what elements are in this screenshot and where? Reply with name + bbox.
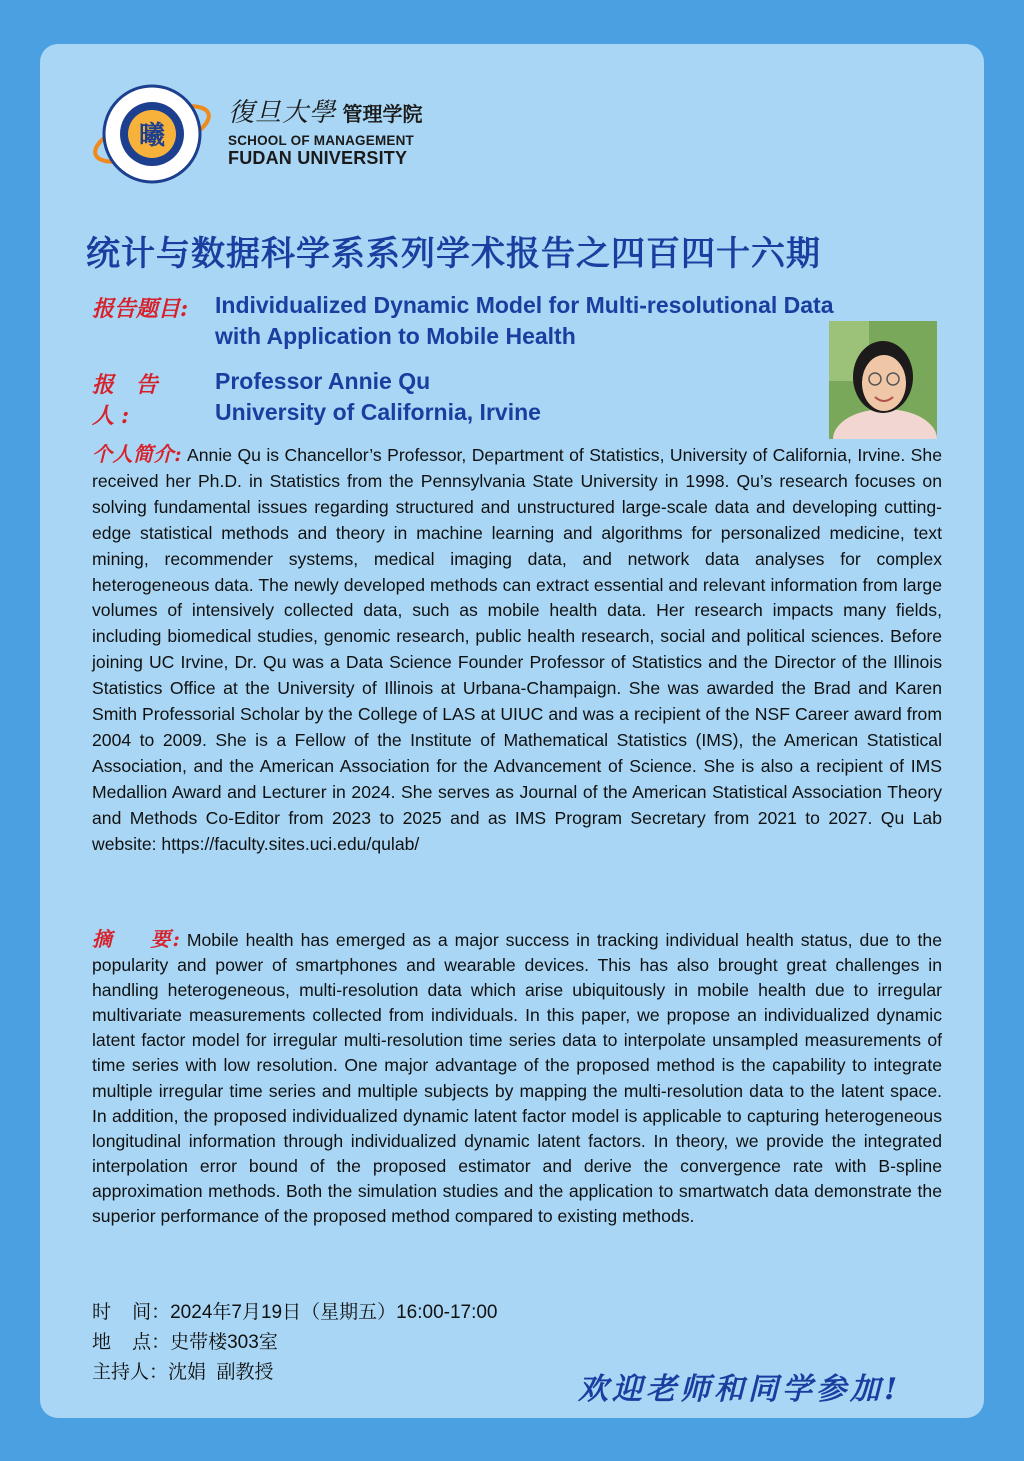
bio-label: 个人简介: <box>92 442 182 466</box>
series-headline: 统计与数据科学系系列学术报告之四百四十六期 <box>86 234 821 274</box>
abstract-text: Mobile health has emerged as a major success in tracking individual health status, due to the popularity and power of smartphones and wearable devices. This has also brought great challenges in handling heterogeneous, multi-resolution data which arise ubiquitously in mobile health due to irregular multivariate measurements collected from individuals. In this paper, we propose an individualized dynamic latent factor model for irregular multi-resolution time series data to interpolate unsampled measurements of time series with low resolution. One major advantage of the proposed method is the capability to integrate multiple irregular time series and multiple subjects by mapping the multi-resolution data to the latent space. In addition, the proposed individualized dynamic latent factor model is applicable to capturing heterogeneous longitudinal information through individualized dynamic latent factors. In theory, we provide the integrated interpolation error bound of the proposed estimator and derive the convergence rate with B-spline approximation methods. Both the simulation studies and the application to smartwatch data demonstrate the superior performance of the proposed method compared to existing methods. <box>92 930 943 1227</box>
speaker-label: 报 告 人: <box>92 372 165 429</box>
event-details <box>92 1298 498 1388</box>
welcome-message: 欢迎老师和同学参加! <box>578 1372 902 1407</box>
bio-text: Annie Qu is Chancellor’s Professor, Department of Statistics, University of California, Irvine. She received her Ph.D. in Statistics from the Pennsylvania State University in 1998. Qu’s research focuses on solving fundamental issues regarding structured and unstructured large-scale data and developing cutting-edge statistical methods and theory in machine learning and algorithms for personalized medicine, text mining, recommender systems, medical imaging data, and network data analyses for complex heterogeneous data. The newly developed methods can extract essential and relevant information from large volumes of intensively collected data, such as mobile health data. Her research impacts many fields, including biomedical studies, genomic research, public health research, social and political sciences. Before joining UC Irvine, Dr. Qu was a Data Science Founder Professor of Statistics and the Director of the Illinois Statistics Office at the University of Illinois at Urbana-Champaign. She was awarded the Brad and Karen Smith Professorial Scholar by the College of LAS at UIUC and was a recipient of the NSF Career award from 2004 to 2009. She is a Fellow of the Institute of Mathematical Statistics (IMS), the American Statistical Association, and the American Association for the Advancement of Science. She is also a recipient of IMS Medallion Award and Lecturer in 2024. She serves as Journal of the American Statistical Association Theory and Methods Co-Editor from 2023 to 2025 and as IMS Program Secretary from 2021 to 2027. Qu Lab website: https://faculty.sites.uci.edu/qulab/ <box>92 445 942 854</box>
school-logo <box>86 82 446 192</box>
event-time: 时 间：2024年7月19日（星期五）16:00-17:00 <box>92 1302 498 1323</box>
school-name-en: SCHOOL OF MANAGEMENT <box>228 133 414 148</box>
fudan-calligraphy: 復旦大學 <box>228 98 337 128</box>
university-name-en: FUDAN UNIVERSITY <box>228 148 408 168</box>
logo-text <box>228 92 422 169</box>
speaker-affiliation: University of California, Irvine <box>215 399 541 425</box>
talk-title <box>215 290 935 352</box>
talk-abstract <box>92 927 942 1229</box>
speaker-photo <box>829 321 937 439</box>
talk-title-line1: Individualized Dynamic Model for Multi-resolutional Data <box>215 292 834 318</box>
school-name-cn: 管理学院 <box>342 102 423 126</box>
speaker-name: Professor Annie Qu <box>215 368 431 394</box>
talk-title-label: 报告题目: <box>92 296 189 322</box>
event-place: 地 点：史带楼303室 <box>92 1332 278 1353</box>
svg-text:曦: 曦 <box>138 121 166 151</box>
talk-title-line2: with Application to Mobile Health <box>215 323 576 349</box>
fudan-management-seal-icon <box>86 82 212 186</box>
abstract-label: 摘 要: <box>92 927 180 951</box>
speaker-info <box>215 366 715 428</box>
speaker-portrait-icon <box>829 321 937 439</box>
speaker-bio <box>92 442 942 858</box>
event-host: 主持人：沈娟 副教授 <box>92 1362 274 1383</box>
